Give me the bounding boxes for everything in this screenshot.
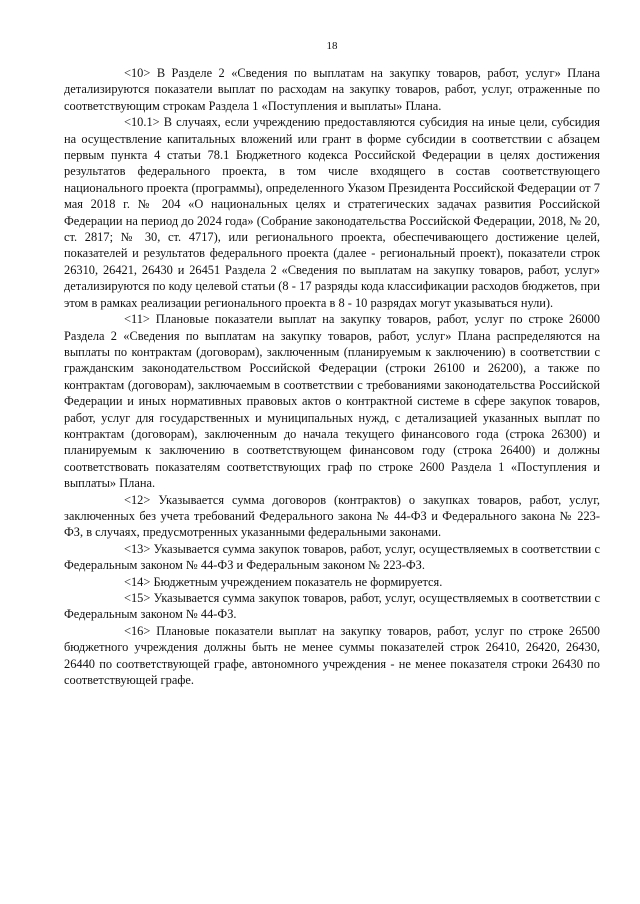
footnote-10-1: <10.1> В случаях, если учреждению предоставляются субсидия на иные цели, субсидия на осуществление капитальных вложений или грант в форме субсидии в соответствии с абзацем первым пункта 4 статьи 78.1 Бюджетного кодекса Российской Федерации в целях достижения результатов федерального проекта, в том числе входящего в состав соответствующего национального проекта (программы), определенного Указом Президента Российской Федерации от 7 мая 2018 г. № 204 «О национальных целях и стратегических задачах развития Российской Федерации на период до 2024 года» (Собрание законодательства Российской Федерации, 2018, № 20, ст. 2817; № 30, ст. 4717), или регионального проекта, обеспечивающего достижение целей, показателей и результатов федерального проекта (далее - региональный проект), показатели строк 26310, 26421, 26430 и 26451 Раздела 2 «Сведения по выплатам на закупку товаров, работ, услуг» детализируются по коду целевой статьи (8 - 17 разряды кода классификации расходов бюджетов, при этом в рамках реализации регионального проекта в 8 - 10 разрядах могут указываться нули). [64, 115, 600, 310]
footnote-12: <12> Указывается сумма договоров (контрактов) о закупках товаров, работ, услуг, заключенных без учета требований Федерального закона № 44-ФЗ и Федерального закона № 223-ФЗ, в случаях, предусмотренных указанными федеральными законами. [64, 492, 600, 540]
footnote-11: <11> Плановые показатели выплат на закупку товаров, работ, услуг по строке 26000 Раздела 2 «Сведения по выплатам на закупку товаров, работ, услуг» Плана распределяются на выплаты по контрактам (договорам), заключенным (планируемым к заключению) в соответствии с гражданским законодательством Российской Федерации (строки 26100 и 26200), а также по контрактам (договорам), заключаемым в соответствии с требованиями законодательства Российской Федерации и иных нормативных правовых актов о контрактной системе в сфере закупок товаров, работ, услуг для государственных и муниципальных нужд, с детализацией указанных выплат по контрактам (договорам), заключенным до начала текущего финансового года (строка 26300) и планируемым к заключению в соответствующем финансовом году (строка 26400) и должны соответствовать показателям соответствующих граф по строке 2600 Раздела 1 «Поступления и выплаты» Плана. [64, 312, 600, 491]
footnote-15: <15> Указывается сумма закупок товаров, работ, услуг, осуществляемых в соответствии с Федеральным законом № 44-ФЗ. [64, 591, 600, 622]
footnote-10: <10> В Разделе 2 «Сведения по выплатам на закупку товаров, работ, услуг» Плана детализируются показатели выплат по расходам на закупку товаров, работ, услуг, отраженные по соответствующим строкам Раздела 1 «Поступления и выплаты» Плана. [64, 66, 600, 113]
footnote-14: <14> Бюджетным учреждением показатель не формируется. [124, 574, 443, 589]
page-number: 18 [326, 40, 338, 52]
footnote-16: <16> Плановые показатели выплат на закупку товаров, работ, услуг по строке 26500 бюджетного учреждения должны быть не менее суммы показателей строк 26410, 26420, 26430, 26440 по соответствующей графе, автономного учреждения - не менее показателя строки 26430 по соответствующей графе. [64, 623, 600, 688]
footnote-13: <13> Указывается сумма закупок товаров, работ, услуг, осуществляемых в соответствии с Федеральным законом № 44-ФЗ и Федеральным законом № 223-ФЗ. [64, 541, 600, 573]
